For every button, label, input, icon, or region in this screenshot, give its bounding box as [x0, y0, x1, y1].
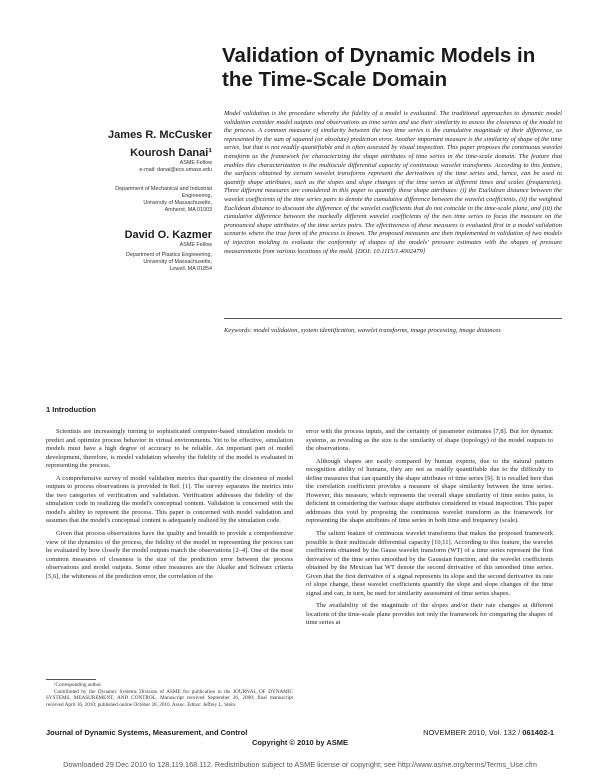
- author-name: Kourosh Danai¹: [130, 147, 212, 159]
- paragraph: error with the process inputs, and the certainty of parameter estimates [7,8]. But for dynamic systems, as revealing as the size is the similarity of shape (topology) of the model outputs to the observations.: [306, 428, 553, 453]
- section-heading: 1 Introduction: [46, 405, 96, 414]
- author-email: e-mail: danai@ecs.umass.edu: [139, 167, 212, 173]
- footnotes: [46, 682, 293, 708]
- issue-info: [423, 728, 554, 737]
- author-fellow: ASME Fellow: [179, 242, 212, 248]
- author-name: David O. Kazmer: [124, 229, 212, 241]
- paragraph: A comprehensive survey of model validation metrics that quantify the closeness of model outputs to process observations is provided in Ref. [1]. The survey separates the metrics into the two categories of verification and validation. Verification addresses the fidelity of the simulation code in realizing the model's conceptual content. Validation is concerned with the model's ability to represent the process. This paper is concerned with model validation and assumes that the model's conceptual content is adequately realized by the simulation code.: [46, 474, 293, 525]
- affiliation-line: Department of Mechanical and Industrial: [115, 186, 212, 192]
- author-fellow: ASME Fellow: [179, 160, 212, 166]
- keywords-divider: [224, 318, 562, 319]
- paragraph: The availability of the magnitude of the slopes and/or their rate changes at different locations of the time-scale plane provides not only the framework for comparing the shapes of time series at: [306, 602, 553, 627]
- author-block: [0, 128, 212, 273]
- affiliation-line: Department of Plastics Engineering,: [126, 252, 212, 258]
- affiliation-line: Engineering,: [181, 193, 212, 199]
- issue-prefix: NOVEMBER 2010, Vol. 132 /: [423, 728, 521, 737]
- affiliation-line: University of Massachusetts,: [143, 259, 212, 265]
- affiliation-line: University of Massachusetts,: [143, 200, 212, 206]
- affiliation-line: Amherst, MA 01003: [164, 207, 212, 213]
- author-3: [0, 228, 212, 249]
- footnote: Contributed by the Dynamic Systems Division of ASME for publication in the JOURNAL OF DYNAMIC SYSTEMS, MEASUREMENT, AND CONTROL. Manuscript received September 26, 2008; final manuscript received April 16, 2010; published online October 28, 2010. Assoc. Editor: Jeffrey L. Stein.: [46, 688, 293, 708]
- footnote: ¹Corresponding author.: [54, 682, 102, 688]
- footnote-divider: [46, 679, 96, 680]
- author-name: James R. McCusker: [108, 129, 212, 141]
- paragraph: Given that process observations have the quality and breadth to provide a comprehensive view of the dynamics of the process, the fidelity of the model in representing the process can be evaluated by how closely the model outputs match the observations [2–4]. One of the most common measures of closeness is the size of the prediction error between the process observations and model outputs. Some other measures are the Akaike and Schwarz criteria [5,6], the whiteness of the prediction error, the correlation of the: [46, 530, 293, 580]
- author-1: [0, 128, 212, 142]
- abstract: Model validation is the procedure whereby the fidelity of a model is evaluated. The traditional approaches to dynamic model validation consider model outputs and observations as time series and use their similarity to assess the closeness of the model to the process. A common measure of similarity between the two time series is the cumulative magnitude of their difference, as represented by the sum of squared (or absolute) prediction error. Another important measure is the similarity of shape of the time series, but that is not readily quantifiable and is often assessed by visual inspection. This paper proposes the continuous wavelet transform as the framework for characterizing the shape attributes of time series in the time-scale domain. The feature that enables this characterization is the multiscale differential capacity of continuous wavelet transforms. According to this feature, the surfaces obtained by certain wavelet transforms represent the derivatives of the time series and, hence, can be used to quantify shape attributes, such as the slopes and slope changes of the time series at different times and scales (frequencies). Three different measures are considered in this paper to quantify these shape attributes: (i) the Euclidean distance between the wavelet coefficients of the time series pairs to denote the cumulative difference between the wavelet coefficients, (ii) the weighted Euclidean distance to discount the difference of the wavelet coefficients that do not coincide in the time-scale plane, and (iii) the cumulative difference between the markedly different wavelet coefficients of the two time series to focus the measure on the pronounced shape attributes of the time series pairs. The effectiveness of these measures is evaluated first in a model validation scenario where the true form of the process is known. The proposed measures are then implemented in validation of two models of injection molding to evaluate the conformity of shapes of the models' pressure estimates with the shapes of pressure measurements from various locations of the mold. [DOI: 10.1115/1.4002479]: [224, 110, 562, 255]
- affiliation-1: [0, 186, 212, 214]
- left-column: [46, 428, 293, 585]
- copyright: Copyright © 2010 by ASME: [251, 738, 349, 747]
- paragraph: Scientists are increasingly turning to sophisticated computer-based simulation models to predict and optimize process behavior in virtual environments. Yet to be effective, simulation models must have a high degree of accuracy to be reliable. An important part of model development, therefore, is model validation whereby the fidelity of the model is evaluated in representing the process.: [46, 428, 293, 470]
- journal-name: Journal of Dynamic Systems, Measurement, and Control: [46, 728, 248, 737]
- paragraph: Although shapes are easily compared by human experts, due to the natural pattern recognition ability of humans, they are not as readily quantifiable due to the difficulty to define measures that can quantify the shape attributes of time series [9]. It is recalled here that the correlation coefficient provides a measure of shape similarity between the time series. However, this measure, which represents the overall shape similarity of time series pairs, is deficient in considering the various shape attributes considered in visual inspection. This paper addresses this void by proposing the continuous wavelet transform as the framework for representing the shape attributes of time series in both time and frequency (scale).: [306, 457, 553, 525]
- author-2: [0, 146, 212, 174]
- page-number: 061402-1: [522, 728, 554, 737]
- affiliation-2: [0, 252, 212, 273]
- affiliation-line: Lowell, MA 01854: [169, 266, 212, 272]
- paper-title: Validation of Dynamic Models in the Time-Scale Domain: [222, 44, 536, 91]
- keywords: Keywords: model validation, system identification, wavelet transforms, image processing, image distances: [224, 327, 501, 334]
- right-column: [306, 428, 553, 632]
- download-notice: Downloaded 29 Dec 2010 to 128.119.168.112. Redistribution subject to ASME license or copyright; see http://www.asme.org/terms/Terms_Use.cfm: [63, 760, 537, 769]
- paragraph: The salient feature of continuous wavelet transforms that makes the proposed framework possible is their multiscale differential capacity [10,11]. According to this feature, the wavelet coefficients obtained by the Gauss wavelet transform (WT) of a time series represent the first derivative of the time series smoothed by the Gaussian function, and the wavelet coefficients obtained by the Mexican hat WT denote the second derivative of this smoothed time series. Given that the first derivative of a signal represents its slope and the second derivative its rate of slope change, these wavelet coefficients quantify the slope and slope changes of the time signal and can, in turn, be used for similarity assessment of time series shapes.: [306, 530, 553, 597]
